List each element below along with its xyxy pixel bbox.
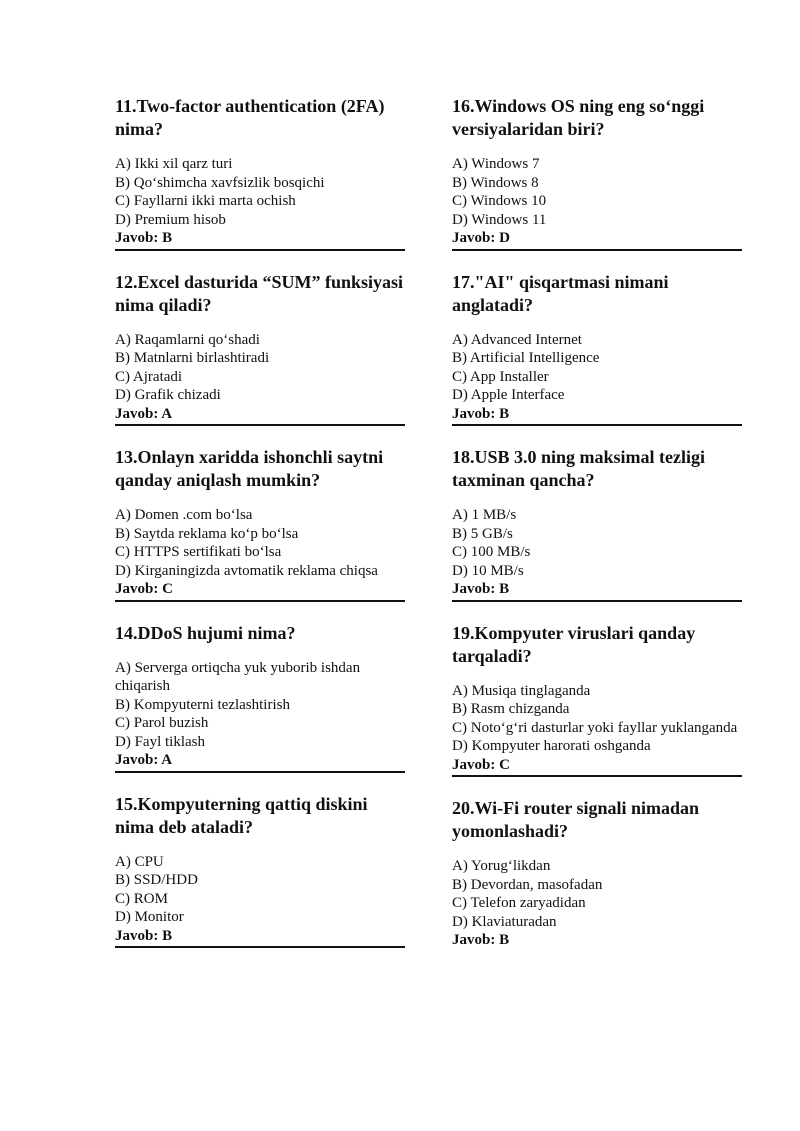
answer: Javob: A (115, 405, 173, 422)
answer: Javob: B (452, 932, 510, 948)
option-b: B) Rasm chizganda (452, 701, 570, 717)
option-b: B) 5 GB/s (452, 525, 513, 542)
option-b: B) Artificial Intelligence (452, 350, 600, 366)
question-15 (115, 793, 405, 949)
answer: Javob: C (115, 581, 173, 597)
option-a: A) Domen .com bo‘lsa (115, 507, 253, 523)
question-title: 11.Two-factor authentication (2FA) nima? (115, 96, 385, 139)
option-d: D) Klaviaturadan (452, 913, 557, 930)
option-c: C) Noto‘g‘ri dasturlar yoki fayllar yuklanganda (452, 719, 738, 736)
question-title: 18.USB 3.0 ning maksimal tezligi taxminan qancha? (452, 447, 706, 490)
question-20 (452, 797, 742, 951)
question-13 (115, 446, 405, 602)
answer: Javob: B (452, 405, 510, 422)
option-d: D) Premium hisob (115, 211, 226, 228)
question-16 (452, 95, 742, 251)
option-a: A) Advanced Internet (452, 331, 582, 348)
left-column (115, 95, 405, 968)
right-column (452, 95, 742, 971)
answer: Javob: B (115, 230, 173, 246)
option-c: C) HTTPS sertifikati bo‘lsa (115, 544, 282, 560)
question-14 (115, 622, 405, 773)
question-12 (115, 271, 405, 427)
answer: Javob: A (115, 752, 173, 768)
option-b: B) Devordan, masofadan (452, 876, 603, 893)
option-d: D) Monitor (115, 909, 184, 925)
option-b: B) Kompyuterni tezlashtirish (115, 696, 290, 713)
question-19 (452, 622, 742, 778)
option-b: B) Qo‘shimcha xavfsizlik bosqichi (115, 174, 325, 191)
option-a: A) Windows 7 (452, 156, 540, 172)
answer: Javob: C (452, 756, 510, 773)
option-d: D) Fayl tiklash (115, 733, 205, 750)
option-a: A) CPU (115, 853, 164, 870)
option-d: D) Kompyuter harorati oshganda (452, 738, 651, 754)
option-b: B) SSD/HDD (115, 872, 198, 888)
option-c: C) Parol buzish (115, 715, 209, 731)
question-title: 17."AI" qisqartmasi nimani anglatadi? (452, 271, 669, 315)
question-title: 20.Wi-Fi router signali nimadan yomonlashadi? (452, 798, 700, 841)
option-c: C) Telefon zaryadidan (452, 895, 586, 911)
option-d: D) 10 MB/s (452, 562, 524, 579)
question-title: 14.DDoS hujumi nima? (115, 622, 296, 643)
question-18 (452, 446, 742, 602)
option-a: A) Yorug‘likdan (452, 858, 551, 874)
option-a: A) Raqamlarni qo‘shadi (115, 331, 260, 348)
answer: Javob: D (452, 230, 510, 246)
option-c: C) App Installer (452, 368, 549, 385)
answer: Javob: B (452, 581, 510, 597)
option-a: A) Musiqa tinglaganda (452, 682, 591, 699)
option-d: D) Apple Interface (452, 387, 565, 403)
question-title: 16.Windows OS ning eng so‘nggi versiyalaridan biri? (452, 96, 705, 139)
option-b: B) Windows 8 (452, 174, 539, 191)
question-17 (452, 271, 742, 427)
question-title: 13.Onlayn xaridda ishonchli saytni qanday aniqlash mumkin? (115, 447, 384, 490)
option-a: A) 1 MB/s (452, 507, 517, 523)
option-c: C) Windows 10 (452, 193, 547, 209)
question-title: 15.Kompyuterning qattiq diskini nima deb ataladi? (115, 793, 368, 837)
option-c: C) ROM (115, 890, 168, 907)
option-a: A) Ikki xil qarz turi (115, 156, 233, 172)
question-11 (115, 95, 405, 251)
answer: Javob: B (115, 927, 173, 944)
option-d: D) Windows 11 (452, 211, 547, 228)
option-d: D) Grafik chizadi (115, 387, 221, 403)
option-d: D) Kirganingizda avtomatik reklama chiqsa (115, 562, 378, 579)
option-a: A) Serverga ortiqcha yuk yuborib ishdan chiqarish (115, 659, 361, 694)
question-title: 19.Kompyuter viruslari qanday tarqaladi? (452, 622, 696, 666)
option-c: C) Fayllarni ikki marta ochish (115, 193, 296, 209)
question-title: 12.Excel dasturida “SUM” funksiyasi nima qiladi? (115, 271, 404, 315)
option-c: C) Ajratadi (115, 368, 183, 385)
option-c: C) 100 MB/s (452, 544, 531, 560)
option-b: B) Matnlarni birlashtiradi (115, 350, 270, 366)
option-b: B) Saytda reklama ko‘p bo‘lsa (115, 525, 299, 542)
